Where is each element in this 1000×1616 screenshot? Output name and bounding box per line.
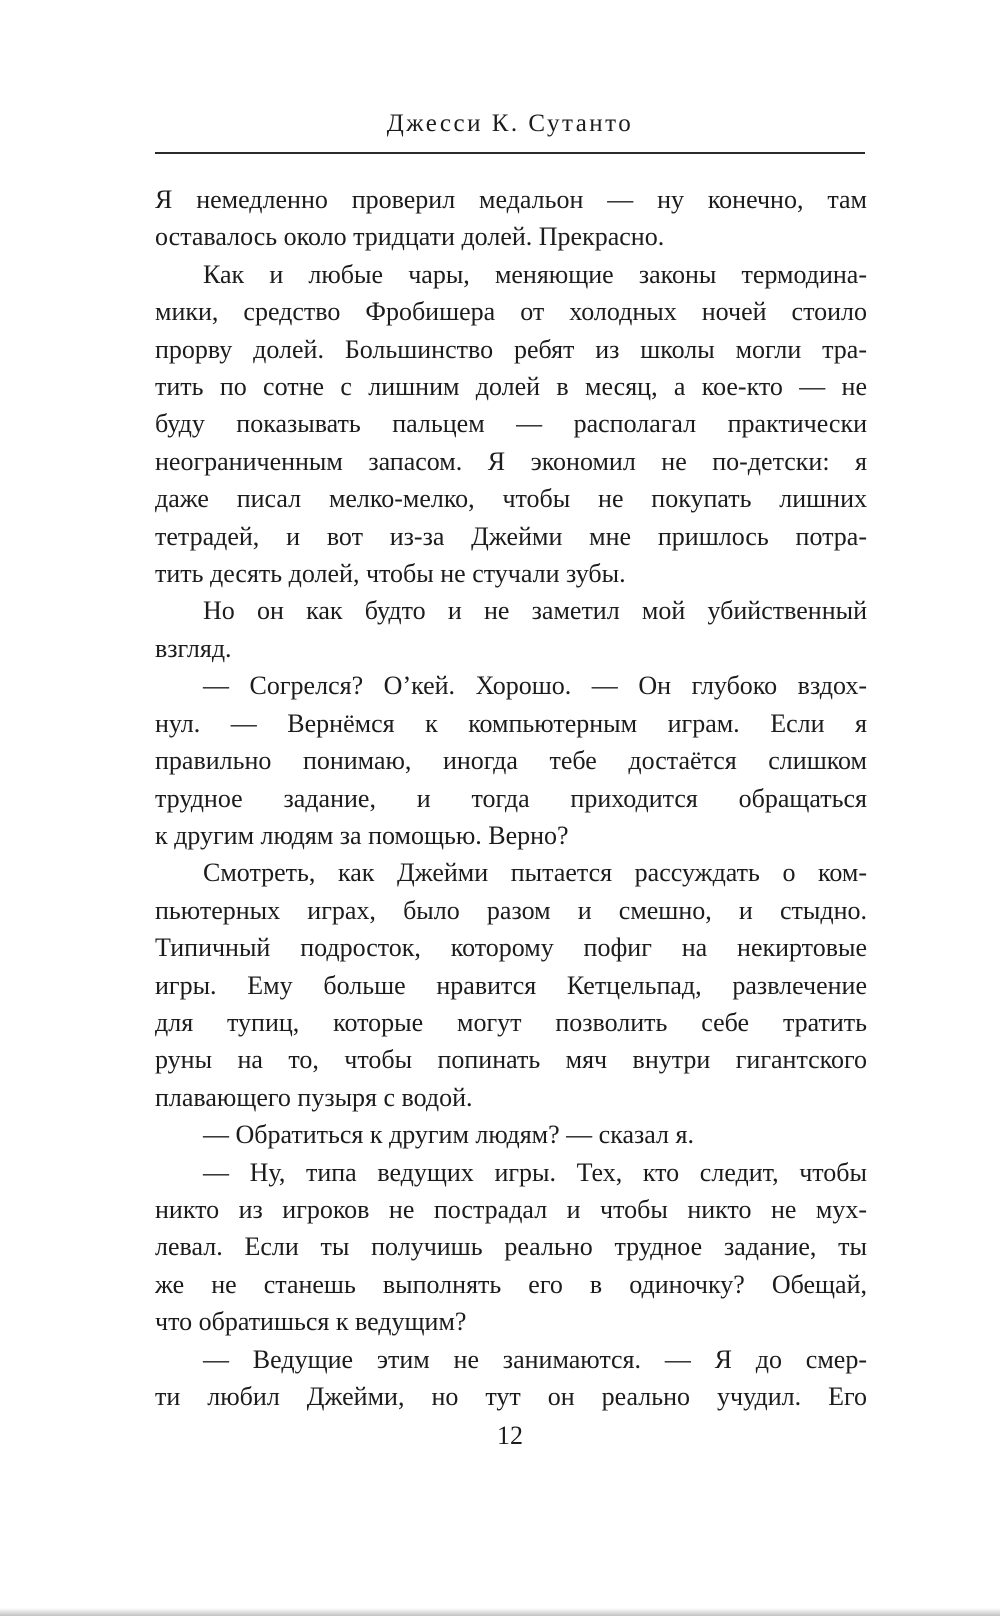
text-line: для тупиц, которые могут позволить себе тратить: [155, 1007, 867, 1037]
text-line: Смотреть, как Джейми пытается рассуждать о ком-: [203, 858, 867, 888]
text-line: к другим людям за помощью. Верно?: [155, 820, 569, 850]
text-line: — Обратиться к другим людям? — сказал я.: [203, 1120, 694, 1150]
text-line: игры. Ему больше нравится Кетцельпад, развлечение: [155, 970, 867, 1000]
text-line: пьютерных играх, было разом и смешно, и стыдно.: [155, 895, 867, 925]
text-line: левал. Если ты получишь реально трудное задание, ты: [155, 1232, 867, 1262]
text-line: — Ведущие этим не занимаются. — Я до смер-: [203, 1344, 867, 1374]
text-line: трудное задание, и тогда приходится обращаться: [155, 783, 867, 813]
text-line: что обратишься к ведущим?: [155, 1307, 467, 1337]
text-line: правильно понимаю, иногда тебе достаётся слишком: [155, 746, 867, 776]
text-line: оставалось около тридцати долей. Прекрасно.: [155, 222, 665, 252]
running-header: Джесси К. Сутанто: [386, 110, 634, 137]
text-line: даже писал мелко-мелко, чтобы не покупать лишних: [155, 484, 867, 514]
text-line: Я немедленно проверил медальон — ну конечно, там: [155, 185, 867, 214]
text-line: ти любил Джейми, но тут он реально учудил. Его: [155, 1382, 867, 1411]
text-line: прорву долей. Большинство ребят из школы могли тра-: [155, 334, 867, 364]
text-line: плавающего пузыря с водой.: [155, 1082, 473, 1112]
text-line: тить десять долей, чтобы не стучали зубы.: [155, 559, 626, 589]
text-line: мики, средство Фробишера от холодных ночей стоило: [155, 297, 867, 327]
text-line: Но он как будто и не заметил мой убийственный: [203, 596, 867, 626]
text-line: — Согрелся? О’кей. Хорошо. — Он глубоко вздох-: [203, 671, 867, 701]
text-line: буду показывать пальцем — располагал практически: [155, 409, 867, 439]
page-text: [155, 181, 867, 1415]
text-line: же не станешь выполнять его в одиночку? Обещай,: [155, 1269, 867, 1299]
text-line: взгляд.: [155, 633, 232, 663]
text-line: неограниченным запасом. Я экономил не по-детски: я: [155, 446, 867, 476]
text-line: нул. — Вернёмся к компьютерным играм. Если я: [155, 708, 867, 738]
text-line: тить по сотне с лишним долей в месяц, а кое-кто — не: [155, 372, 867, 402]
text-line: тетрадей, и вот из-за Джейми мне пришлось потра-: [155, 521, 867, 551]
text-line: — Ну, типа ведущих игры. Тех, кто следит, чтобы: [203, 1157, 867, 1187]
text-line: Как и любые чары, меняющие законы термодина-: [203, 259, 867, 289]
text-line: никто из игроков не пострадал и чтобы никто не мух-: [155, 1194, 867, 1224]
header-rule: [155, 152, 865, 154]
page-edge-shadow: [0, 1608, 1000, 1616]
text-line: руны на то, чтобы попинать мяч внутри гигантского: [155, 1045, 867, 1075]
text-line: Типичный подросток, которому пофиг на некиртовые: [155, 933, 867, 963]
page-number: 12: [497, 1421, 523, 1450]
